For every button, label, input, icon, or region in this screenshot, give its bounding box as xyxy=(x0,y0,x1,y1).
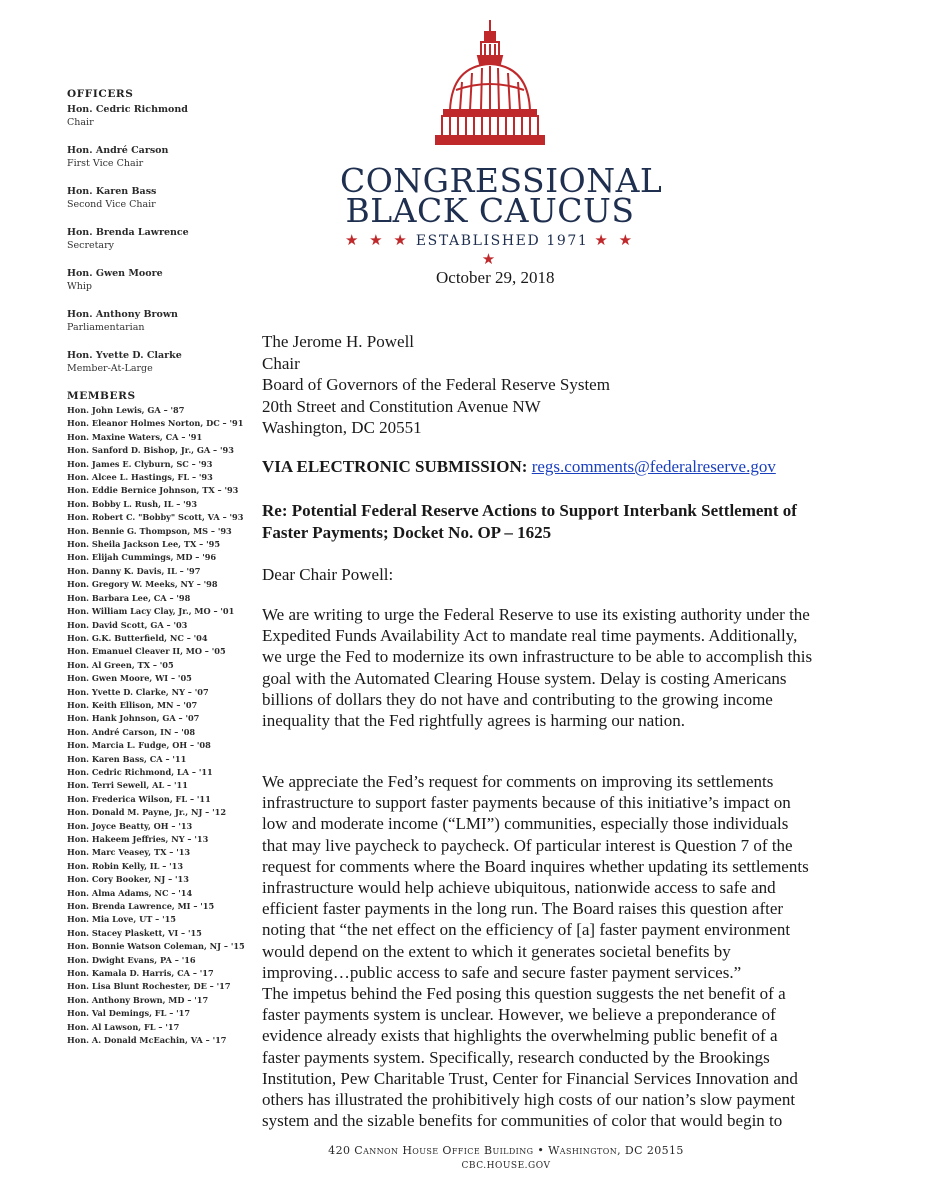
recipient-address xyxy=(262,331,610,439)
paragraph-line: infrastructure would help achieve ubiquitous, nationwide access to safe and xyxy=(262,878,776,898)
member-item: Hon. Al Green, TX – '05 xyxy=(67,659,174,670)
member-item: Hon. Hakeem Jeffries, NY – '13 xyxy=(67,834,209,844)
star-icon: ★ ★ ★ xyxy=(481,231,636,268)
officers-list xyxy=(67,103,257,376)
member-item: Hon. Bonnie Watson Coleman, NJ – '15 xyxy=(67,941,245,952)
officer-title: Member-At-Large xyxy=(67,363,153,374)
paragraph-line: we urge the Fed to modernize its own infrastructure to be able to accomplish this xyxy=(262,647,813,667)
members-list xyxy=(67,404,257,1048)
submission-email-link[interactable]: regs.comments@federalreserve.gov xyxy=(531,457,776,476)
cbc-logo xyxy=(340,18,663,268)
member-item: Hon. Stacey Plaskett, VI – '15 xyxy=(67,927,202,938)
member-item: Hon. Marc Veasey, TX – '13 xyxy=(67,847,191,858)
member-item: Hon. Cedric Richmond, LA – '11 xyxy=(67,766,213,777)
officer-entry xyxy=(67,185,257,212)
paragraph-line: inequality that the Fed rightfully agrees is harming our nation. xyxy=(262,711,686,731)
paragraph-line: Institution, Pew Charitable Trust, Center for Financial Services Innovation and xyxy=(262,1068,798,1088)
member-item: Hon. Dwight Evans, PA – '16 xyxy=(67,954,196,965)
paragraph-line: that may live paycheck to paycheck. Of particular interest is Question 7 of the xyxy=(262,835,793,855)
paragraph-line: faster payments system is unclear. However, we believe a preponderance of xyxy=(262,1005,776,1025)
member-item: Hon. Sheila Jackson Lee, TX – '95 xyxy=(67,539,221,550)
paragraph-line: evidence already exists that highlights the overwhelming public benefit of a xyxy=(262,1026,778,1046)
sidebar-roster xyxy=(67,88,257,1048)
officer-name: Hon. Yvette D. Clarke xyxy=(67,350,182,361)
officer-name: Hon. Gwen Moore xyxy=(67,268,163,279)
member-item: Hon. G.K. Butterfield, NC – '04 xyxy=(67,632,208,643)
officer-entry xyxy=(67,308,257,335)
officer-title: Whip xyxy=(67,281,93,292)
letter-date: October 29, 2018 xyxy=(436,268,555,287)
member-item: Hon. John Lewis, GA – '87 xyxy=(67,405,185,415)
officer-title: Secretary xyxy=(67,240,115,251)
member-item: Hon. Joyce Beatty, OH – '13 xyxy=(67,820,193,831)
address-line: The Jerome H. Powell xyxy=(262,332,415,351)
paragraph-line: We are writing to urge the Federal Reserve to use its existing authority under the xyxy=(262,605,810,624)
member-item: Hon. Cory Booker, NJ – '13 xyxy=(67,874,189,885)
member-item: Hon. Sanford D. Bishop, Jr., GA – '93 xyxy=(67,445,234,456)
member-item: Hon. Eddie Bernice Johnson, TX – '93 xyxy=(67,485,239,496)
subject-line xyxy=(262,500,862,543)
member-item: Hon. Bobby L. Rush, IL – '93 xyxy=(67,498,198,509)
paragraph-line: low and moderate income (“LMI”) communities, especially those individuals xyxy=(262,814,789,834)
member-item: Hon. William Lacy Clay, Jr., MO – '01 xyxy=(67,606,235,617)
officer-entry xyxy=(67,103,257,130)
subject-line-text: Re: Potential Federal Reserve Actions to Support Interbank Settlement of xyxy=(262,501,797,520)
member-item: Hon. James E. Clyburn, SC – '93 xyxy=(67,458,213,469)
member-item: Hon. Maxine Waters, CA – '91 xyxy=(67,431,203,442)
paragraph-line: efficient faster payments in the long run. The Board raises this question after xyxy=(262,899,784,919)
member-item: Hon. Val Demings, FL – '17 xyxy=(67,1008,191,1019)
paragraph-line: billions of dollars they do not have and contributing to the growing income xyxy=(262,689,773,709)
member-item: Hon. Al Lawson, FL – '17 xyxy=(67,1021,180,1032)
paragraph-line: Expedited Funds Availability Act to mandate real time payments. Additionally, xyxy=(262,626,798,646)
paragraph-line: The impetus behind the Fed posing this question suggests the net benefit of a xyxy=(262,984,786,1003)
logo-title-line1: CONGRESSIONAL xyxy=(340,161,663,200)
logo-title-line2: BLACK CAUCUS xyxy=(345,191,635,230)
member-item: Hon. Danny K. Davis, IL – '97 xyxy=(67,565,201,576)
officer-entry xyxy=(67,144,257,171)
address-line: Board of Governors of the Federal Reserve System xyxy=(262,375,610,394)
footer-address: 420 Cannon House Office Building • Washington, DC 20515 xyxy=(328,1144,684,1157)
paragraph-line: We appreciate the Fed’s request for comments on improving its settlements xyxy=(262,772,774,791)
member-item: Hon. Gregory W. Meeks, NY – '98 xyxy=(67,579,218,590)
subject-line-text: Faster Payments; Docket No. OP – 1625 xyxy=(262,522,552,542)
logo-established xyxy=(340,231,640,269)
submission-line xyxy=(262,457,776,477)
member-item: Hon. Frederica Wilson, FL – '11 xyxy=(67,793,211,804)
officers-heading: OFFICERS xyxy=(67,88,134,100)
member-item: Hon. David Scott, GA – '03 xyxy=(67,619,188,630)
member-item: Hon. Hank Johnson, GA – '07 xyxy=(67,713,200,724)
member-item: Hon. Brenda Lawrence, MI – '15 xyxy=(67,901,215,912)
paragraph-line: system and the sizable benefits for communities of color that would begin to xyxy=(262,1111,783,1131)
member-item: Hon. Gwen Moore, WI – '05 xyxy=(67,673,192,684)
member-item: Hon. André Carson, IN – '08 xyxy=(67,726,196,737)
officer-entry xyxy=(67,349,257,376)
member-item: Hon. Elijah Cummings, MD – '96 xyxy=(67,552,217,563)
paragraph-line: improving…public access to safe and secure faster payment services.” xyxy=(262,962,742,982)
paragraph-line: faster payments system. Specifically, research conducted by the Brookings xyxy=(262,1047,770,1067)
established-text: ESTABLISHED 1971 xyxy=(415,233,589,249)
members-heading: MEMBERS xyxy=(67,390,136,402)
officer-name: Hon. Brenda Lawrence xyxy=(67,227,189,238)
member-item: Hon. Eleanor Holmes Norton, DC – '91 xyxy=(67,418,244,429)
member-item: Hon. Yvette D. Clarke, NY – '07 xyxy=(67,686,209,697)
member-item: Hon. Karen Bass, CA – '11 xyxy=(67,753,187,764)
officer-title: Second Vice Chair xyxy=(67,199,156,210)
member-item: Hon. Anthony Brown, MD – '17 xyxy=(67,994,209,1005)
paragraph-line: goal with the Automated Clearing House system. Delay is costing Americans xyxy=(262,668,787,688)
officer-name: Hon. Anthony Brown xyxy=(67,309,178,320)
officer-name: Hon. Cedric Richmond xyxy=(67,104,188,115)
letterhead-footer xyxy=(0,1143,927,1173)
address-line: 20th Street and Constitution Avenue NW xyxy=(262,396,541,416)
address-line: Washington, DC 20551 xyxy=(262,418,422,437)
salutation: Dear Chair Powell: xyxy=(262,565,394,584)
paragraph-line: would depend on the extent to which it generates societal benefits by xyxy=(262,941,731,961)
footer-website: CBC.HOUSE.GOV xyxy=(461,1161,551,1171)
capitol-dome-icon xyxy=(430,18,550,148)
body-paragraph-2 xyxy=(262,771,862,983)
officer-title: Chair xyxy=(67,117,94,128)
member-item: Hon. Robin Kelly, IL – '13 xyxy=(67,860,184,871)
officer-entry xyxy=(67,226,257,253)
officer-name: Hon. André Carson xyxy=(67,145,169,156)
member-item: Hon. Alma Adams, NC – '14 xyxy=(67,887,193,898)
member-item: Hon. Kamala D. Harris, CA – '17 xyxy=(67,968,214,979)
paragraph-line: infrastructure to support faster payments because of this initiative’s impact on xyxy=(262,793,791,813)
member-item: Hon. Lisa Blunt Rochester, DE – '17 xyxy=(67,981,231,992)
member-item: Hon. Mia Love, UT – '15 xyxy=(67,914,176,925)
submission-label: VIA ELECTRONIC SUBMISSION: xyxy=(262,457,528,476)
body-paragraph-1 xyxy=(262,604,862,731)
paragraph-line: others has illustrated the prohibitively high costs of our nation’s slow payment xyxy=(262,1090,796,1110)
star-icon: ★ ★ ★ xyxy=(344,231,410,249)
member-item: Hon. Keith Ellison, MN – '07 xyxy=(67,699,198,710)
officer-name: Hon. Karen Bass xyxy=(67,186,157,197)
member-item: Hon. Marcia L. Fudge, OH – '08 xyxy=(67,740,211,751)
member-item: Hon. Alcee L. Hastings, FL – '93 xyxy=(67,472,213,483)
body-paragraph-3 xyxy=(262,983,862,1131)
member-item: Hon. Robert C. "Bobby" Scott, VA – '93 xyxy=(67,512,244,523)
member-item: Hon. Bennie G. Thompson, MS – '93 xyxy=(67,525,232,536)
officer-title: Parliamentarian xyxy=(67,322,145,333)
paragraph-line: request for comments where the Board inquires whether updating its settlements xyxy=(262,856,809,876)
paragraph-line: noting that “the net effect on the efficiency of [a] faster payment environment xyxy=(262,920,791,940)
officer-entry xyxy=(67,267,257,294)
member-item: Hon. Emanuel Cleaver II, MO – '05 xyxy=(67,646,226,657)
member-item: Hon. A. Donald McEachin, VA – '17 xyxy=(67,1035,227,1046)
member-item: Hon. Terri Sewell, AL – '11 xyxy=(67,780,188,791)
member-item: Hon. Donald M. Payne, Jr., NJ – '12 xyxy=(67,807,227,818)
officer-title: First Vice Chair xyxy=(67,158,144,169)
address-line: Chair xyxy=(262,353,300,373)
member-item: Hon. Barbara Lee, CA – '98 xyxy=(67,592,191,603)
